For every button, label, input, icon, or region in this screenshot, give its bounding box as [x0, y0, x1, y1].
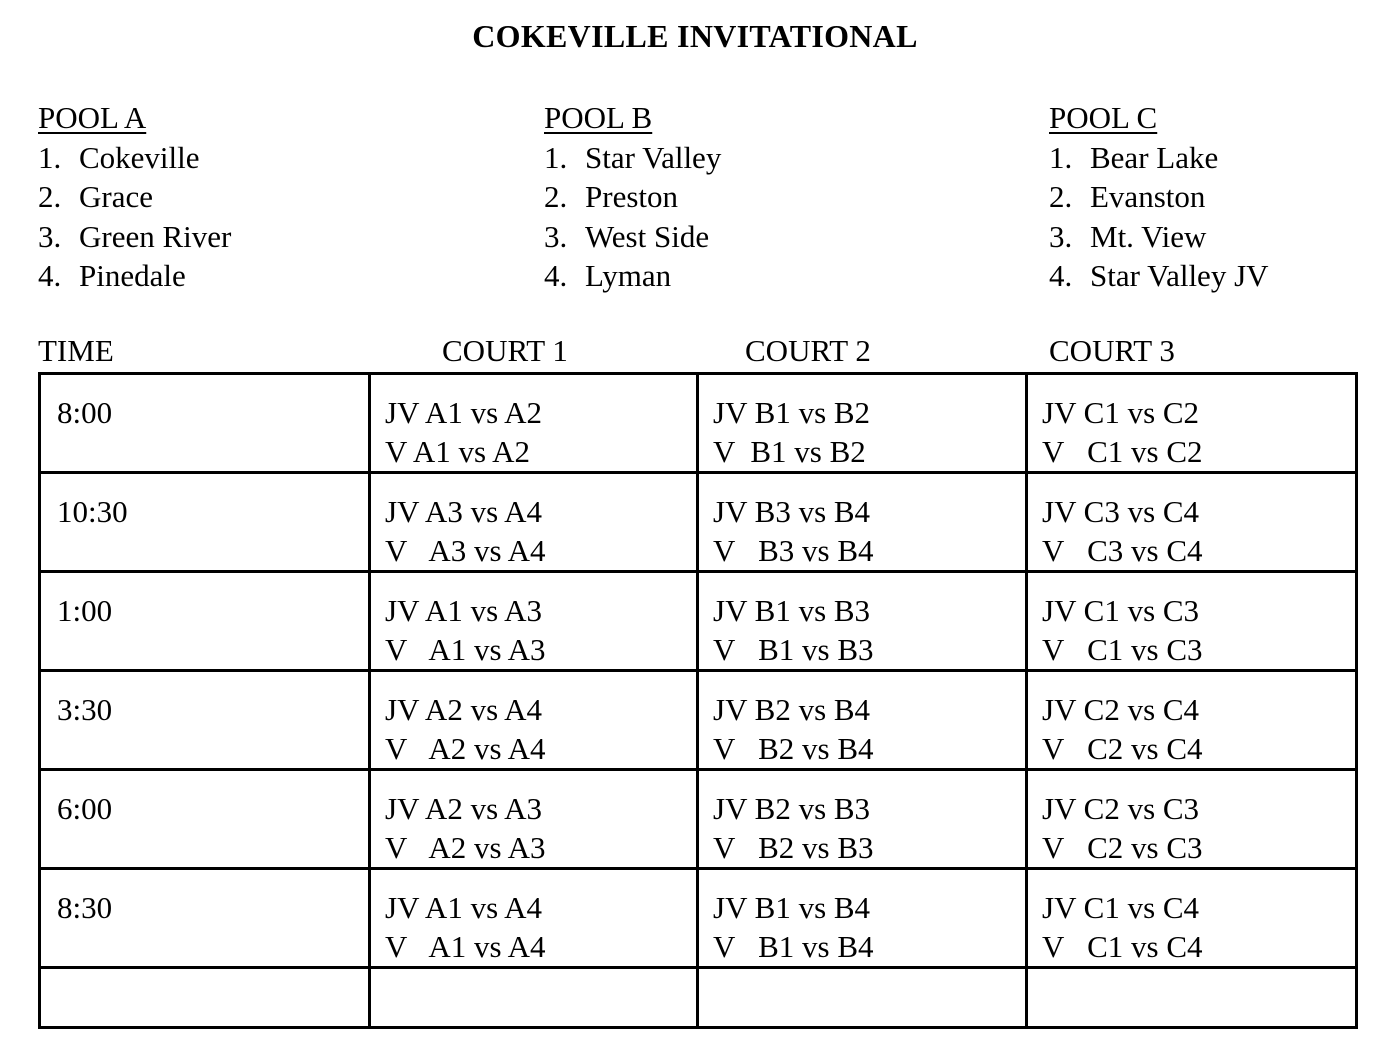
- pool-team: [38, 217, 231, 257]
- court-3-cell: [1027, 671, 1357, 770]
- team-name: Star Valley JV: [1090, 258, 1269, 293]
- pool-title: POOL C: [1049, 100, 1158, 135]
- team-name: Bear Lake: [1090, 139, 1219, 175]
- varsity-match: V C2 vs C3: [1042, 830, 1203, 865]
- empty-cell: [370, 968, 698, 1028]
- jv-match: JV A1 vs A4: [385, 890, 543, 925]
- varsity-match: V A1 vs A4: [385, 929, 546, 964]
- team-name: Pinedale: [79, 258, 186, 293]
- varsity-match: V A2 vs A3: [385, 830, 546, 865]
- court-3-cell: [1027, 374, 1357, 473]
- jv-match: JV B1 vs B2: [713, 395, 871, 430]
- empty-cell: [1027, 968, 1357, 1028]
- team-name: Cokeville: [79, 139, 200, 175]
- team-name: Grace: [79, 179, 153, 214]
- team-number: 4.: [544, 258, 568, 293]
- schedule-row: [40, 572, 1357, 671]
- pool-team: [544, 138, 721, 178]
- varsity-match: V B1 vs B3: [713, 632, 874, 667]
- schedule-row: [40, 374, 1357, 473]
- varsity-match: V B3 vs B4: [713, 533, 874, 568]
- time-cell: 8:30: [40, 869, 370, 968]
- schedule-row: [40, 770, 1357, 869]
- varsity-match: V B1 vs B4: [713, 929, 874, 964]
- column-header-court-3: COURT 3: [1049, 333, 1175, 368]
- court-2-cell: [698, 374, 1027, 473]
- jv-match: JV A1 vs A2: [385, 395, 543, 430]
- team-number: 2.: [38, 179, 62, 214]
- team-number: 1.: [1049, 139, 1073, 175]
- pool-team: [38, 177, 231, 217]
- jv-match: JV C1 vs C4: [1042, 890, 1200, 925]
- pool-team: [544, 217, 721, 257]
- team-number: 1.: [38, 139, 62, 175]
- pool-team: [1049, 138, 1269, 178]
- pool-team: [38, 138, 231, 178]
- varsity-match: V A1 vs A3: [385, 632, 546, 667]
- court-2-cell: [698, 473, 1027, 572]
- jv-match: JV B3 vs B4: [713, 494, 871, 529]
- court-1-cell: [370, 374, 698, 473]
- team-name: Preston: [585, 179, 678, 214]
- team-name: Star Valley: [585, 139, 722, 175]
- team-number: 3.: [544, 218, 568, 254]
- schedule-row: [40, 671, 1357, 770]
- time-cell: 6:00: [40, 770, 370, 869]
- column-header-court-2: COURT 2: [745, 333, 871, 368]
- varsity-match: V C1 vs C4: [1042, 929, 1203, 964]
- varsity-match: V B1 vs B2: [713, 434, 866, 469]
- jv-match: JV C2 vs C4: [1042, 692, 1200, 727]
- empty-cell: [40, 968, 370, 1028]
- team-number: 2.: [544, 179, 568, 214]
- jv-match: JV C3 vs C4: [1042, 494, 1200, 529]
- jv-match: JV B1 vs B4: [713, 890, 871, 925]
- court-3-cell: [1027, 869, 1357, 968]
- court-1-cell: [370, 869, 698, 968]
- team-number: 3.: [1049, 218, 1073, 254]
- column-header-court-1: COURT 1: [442, 333, 568, 368]
- court-2-cell: [698, 770, 1027, 869]
- team-number: 1.: [544, 139, 568, 175]
- pool-c: [1049, 98, 1269, 296]
- team-name: Lyman: [585, 258, 672, 293]
- team-name: Green River: [79, 218, 232, 254]
- team-name: Mt. View: [1090, 218, 1207, 254]
- empty-row: [40, 968, 1357, 1028]
- court-3-cell: [1027, 473, 1357, 572]
- varsity-match: V B2 vs B4: [713, 731, 874, 766]
- court-2-cell: [698, 572, 1027, 671]
- pool-a: [38, 98, 231, 296]
- jv-match: JV B1 vs B3: [713, 593, 871, 628]
- varsity-match: V A2 vs A4: [385, 731, 546, 766]
- pool-team: [1049, 177, 1269, 217]
- pool-team: [1049, 256, 1269, 296]
- pool-title: POOL B: [544, 100, 653, 135]
- team-name: West Side: [585, 218, 710, 254]
- varsity-match: V C1 vs C3: [1042, 632, 1203, 667]
- court-1-cell: [370, 473, 698, 572]
- court-1-cell: [370, 770, 698, 869]
- time-cell: 10:30: [40, 473, 370, 572]
- jv-match: JV A1 vs A3: [385, 593, 543, 628]
- varsity-match: V B2 vs B3: [713, 830, 874, 865]
- varsity-match: V A1 vs A2: [385, 434, 530, 469]
- pool-b: [544, 98, 721, 296]
- team-number: 3.: [38, 218, 62, 254]
- empty-cell: [698, 968, 1027, 1028]
- varsity-match: V C1 vs C2: [1042, 434, 1203, 469]
- pool-team: [38, 256, 231, 296]
- team-number: 4.: [1049, 258, 1073, 293]
- team-name: Evanston: [1090, 179, 1206, 214]
- time-cell: 1:00: [40, 572, 370, 671]
- court-1-cell: [370, 572, 698, 671]
- jv-match: JV A2 vs A4: [385, 692, 543, 727]
- pool-title: POOL A: [38, 100, 147, 135]
- jv-match: JV A3 vs A4: [385, 494, 543, 529]
- schedule-row: [40, 473, 1357, 572]
- court-2-cell: [698, 869, 1027, 968]
- jv-match: JV C1 vs C2: [1042, 395, 1200, 430]
- varsity-match: V C3 vs C4: [1042, 533, 1203, 568]
- varsity-match: V A3 vs A4: [385, 533, 546, 568]
- column-header-time: TIME: [38, 333, 114, 368]
- schedule-row: [40, 869, 1357, 968]
- pool-team: [544, 256, 721, 296]
- jv-match: JV A2 vs A3: [385, 791, 543, 826]
- schedule-table: [38, 372, 1358, 1029]
- varsity-match: V C2 vs C4: [1042, 731, 1203, 766]
- jv-match: JV C2 vs C3: [1042, 791, 1200, 826]
- time-cell: 8:00: [40, 374, 370, 473]
- court-2-cell: [698, 671, 1027, 770]
- team-number: 2.: [1049, 179, 1073, 214]
- jv-match: JV B2 vs B3: [713, 791, 871, 826]
- team-number: 4.: [38, 258, 62, 293]
- jv-match: JV C1 vs C3: [1042, 593, 1200, 628]
- jv-match: JV B2 vs B4: [713, 692, 871, 727]
- pool-team: [544, 177, 721, 217]
- time-cell: 3:30: [40, 671, 370, 770]
- court-3-cell: [1027, 572, 1357, 671]
- pool-team: [1049, 217, 1269, 257]
- court-1-cell: [370, 671, 698, 770]
- court-3-cell: [1027, 770, 1357, 869]
- document-title: COKEVILLE INVITATIONAL: [472, 18, 918, 54]
